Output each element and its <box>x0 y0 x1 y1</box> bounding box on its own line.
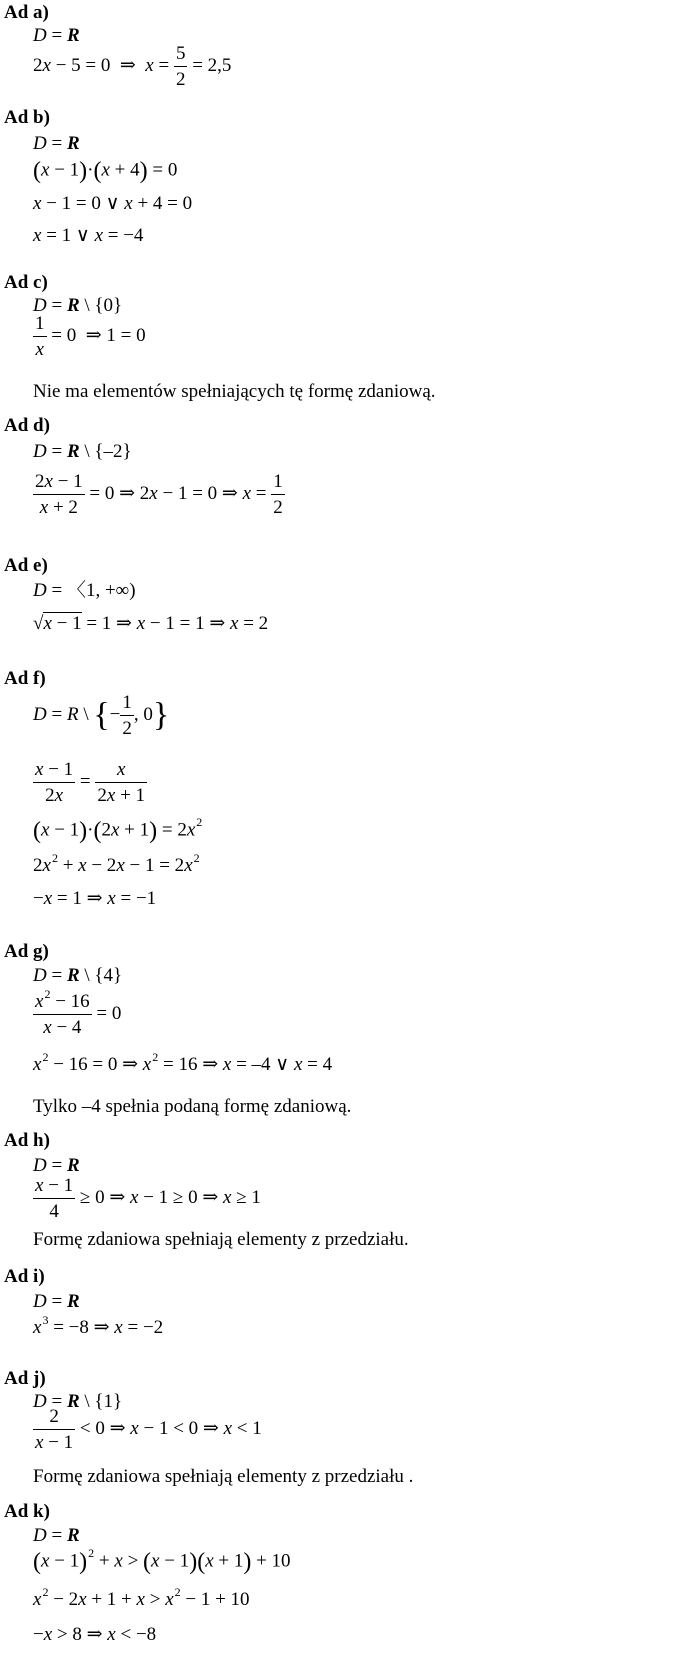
solution-e: √x − 1 = 1 ⇒ x − 1 = 1 ⇒ x = 2 <box>33 613 269 634</box>
step-f-2: $(x - 1)\cdot(2x + 1) = 2x^2$ <box>33 815 203 844</box>
heading-g: Ad g) <box>4 941 49 962</box>
step-f-4: −x = 1 ⇒ x = −1 <box>33 888 157 909</box>
domain-a: D = R <box>33 25 80 46</box>
domain-j: D = R \ {1} <box>33 1391 123 1412</box>
solution-d: $\frac{2x - 1}{x + 2}$ = 0 ⇒ 2x − 1 = 0 ⇒ x = $\frac{1}{2}$ <box>35 471 283 518</box>
heading-c: Ad c) <box>4 272 48 293</box>
step-f-3: $2x^2 + x - 2x - 1 = 2x^2$ <box>33 851 200 876</box>
heading-e: Ad e) <box>4 555 48 576</box>
solution-a: 2x − 5 = 0 ⇒ x = $\frac{5}{2}$ = 2,5 <box>33 43 232 90</box>
domain-b: D = R <box>33 133 80 154</box>
domain-h: D = R <box>33 1155 80 1176</box>
domain-e: D = 〈1, +∞) <box>33 580 136 601</box>
domain-f: D = R \ {− $\frac{1}{2}$ , 0} <box>33 692 170 739</box>
comment-c: Nie ma elementów spełniających tę formę zdaniową. <box>33 381 436 402</box>
step-f-1: $\frac{x - 1}{2x}$ = $\frac{x}{2x + 1}$ <box>35 759 146 806</box>
heading-j: Ad j) <box>4 1368 46 1389</box>
step-g-1: $\frac{x^2 - 16}{x - 4}$ = 0 <box>35 987 122 1038</box>
step-k-1: $(x - 1)^2 + x > (x - 1)(x + 1) + 10$ <box>33 1546 291 1575</box>
solution-c: $\frac{1}{x}$ = 0 ⇒ 1 = 0 <box>35 313 146 360</box>
heading-f: Ad f) <box>4 668 46 689</box>
step-k-2: $x^2 - 2x + 1 + x > x^2 - 1 + 10$ <box>33 1585 250 1610</box>
solution-j: $\frac{2}{x - 1}$ < 0 ⇒ x − 1 < 0 ⇒ x < 1 <box>35 1406 262 1453</box>
domain-c: D = R \ {0} <box>33 295 123 316</box>
heading-h: Ad h) <box>4 1130 50 1151</box>
comment-j: Formę zdaniowa spełniają elementy z przedziału . <box>33 1466 414 1487</box>
step-b-3: x = 1 ∨ x = −4 <box>33 225 144 246</box>
heading-k: Ad k) <box>4 1501 50 1522</box>
heading-i: Ad i) <box>4 1266 45 1287</box>
heading-d: Ad d) <box>4 415 50 436</box>
solution-i: $x^3 = -8$ ⇒ x = −2 <box>33 1313 164 1338</box>
heading-a: Ad a) <box>4 2 49 23</box>
domain-g: D = R \ {4} <box>33 965 123 986</box>
step-b-2: x − 1 = 0 ∨ x + 4 = 0 <box>33 193 193 214</box>
domain-d: D = R \ {–2} <box>33 441 132 462</box>
comment-h: Formę zdaniowa spełniają elementy z przedziału. <box>33 1229 409 1250</box>
heading-b: Ad b) <box>4 107 50 128</box>
solution-h: $\frac{x - 1}{4}$ ≥ 0 ⇒ x − 1 ≥ 0 ⇒ x ≥ 1 <box>35 1175 261 1222</box>
domain-k: D = R <box>33 1525 80 1546</box>
step-b-1: (x − 1)·(x + 4) = 0 <box>33 158 178 184</box>
step-g-2: $x^2 - 16 = 0$ ⇒ $x^2 = 16$ ⇒ x = –4 ∨ x = 4 <box>33 1050 333 1075</box>
domain-i: D = R <box>33 1291 80 1312</box>
comment-g: Tylko –4 spełnia podaną formę zdaniową. <box>33 1096 352 1117</box>
step-k-3: −x > 8 ⇒ x < −8 <box>33 1624 157 1645</box>
